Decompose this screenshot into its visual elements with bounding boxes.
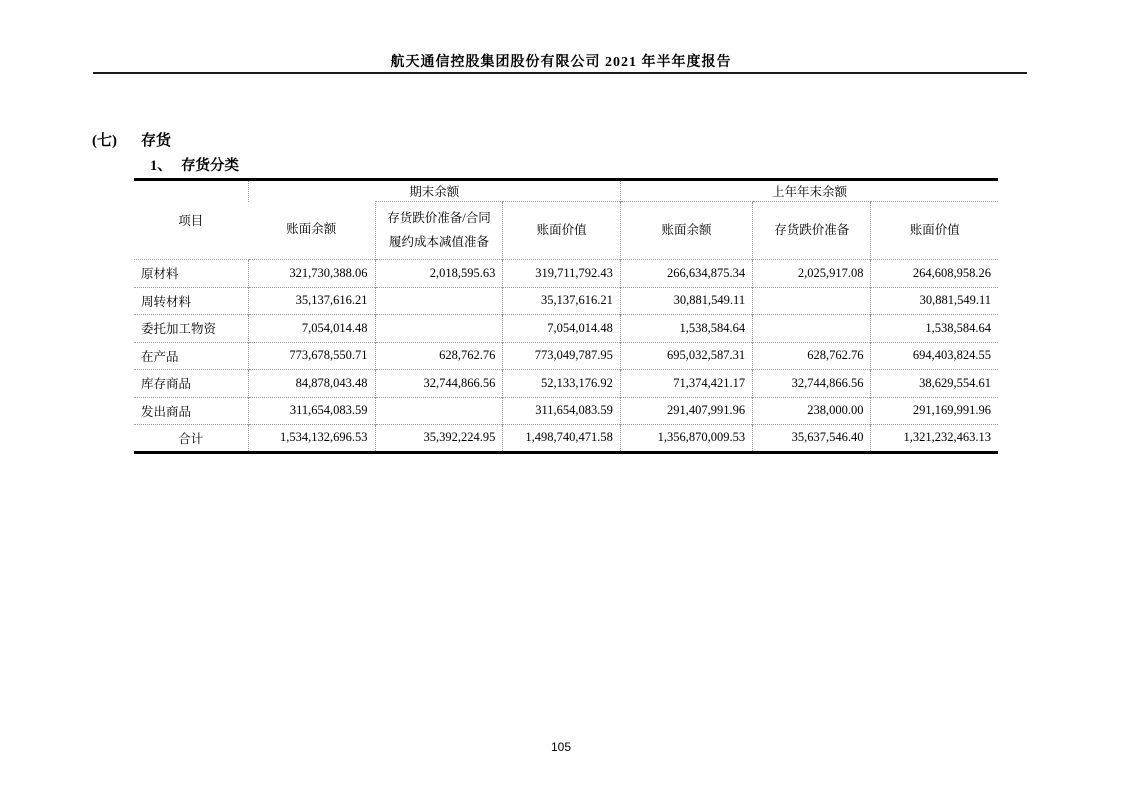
cell-value: 628,762.76 — [753, 342, 871, 370]
cell-value: 266,634,875.34 — [620, 260, 752, 288]
col-header-prior-book-value: 账面价值 — [871, 202, 998, 260]
row-item-label: 合计 — [134, 425, 248, 453]
cell-value — [753, 287, 871, 315]
cell-value: 52,133,176.92 — [503, 370, 621, 398]
inventory-classification-table — [134, 178, 998, 454]
cell-value — [753, 315, 871, 343]
table-header-sub-row — [134, 202, 998, 260]
section-number: (七) — [92, 133, 117, 149]
cell-value: 628,762.76 — [375, 342, 503, 370]
subsection-number: 1、 — [150, 158, 172, 174]
col-header-ending-book-balance: 账面余额 — [286, 222, 337, 237]
row-item-label: 原材料 — [134, 260, 248, 288]
cell-value: 1,321,232,463.13 — [871, 425, 998, 453]
table-header-group-row — [134, 180, 998, 202]
table-row-consigned-processing-materials — [134, 315, 998, 343]
cell-value: 71,374,421.17 — [620, 370, 752, 398]
cell-value: 35,137,616.21 — [248, 287, 375, 315]
table-row-total — [134, 425, 998, 453]
row-item-label: 发出商品 — [134, 397, 248, 425]
cell-value: 264,608,958.26 — [871, 260, 998, 288]
cell-value: 35,137,616.21 — [503, 287, 621, 315]
cell-value — [375, 315, 503, 343]
cell-value: 773,049,787.95 — [503, 342, 621, 370]
cell-value — [375, 287, 503, 315]
cell-value: 30,881,549.11 — [871, 287, 998, 315]
cell-value: 238,000.00 — [753, 397, 871, 425]
cell-value: 35,637,546.40 — [753, 425, 871, 453]
row-item-label: 在产品 — [134, 342, 248, 370]
cell-value: 84,878,043.48 — [248, 370, 375, 398]
col-group-prior-year-balance: 上年年末余额 — [620, 180, 998, 202]
cell-value: 1,356,870,009.53 — [620, 425, 752, 453]
cell-value: 695,032,587.31 — [620, 342, 752, 370]
cell-value: 2,025,917.08 — [753, 260, 871, 288]
cell-value: 1,498,740,471.58 — [503, 425, 621, 453]
cell-value: 7,054,014.48 — [248, 315, 375, 343]
cell-value: 291,169,991.96 — [871, 397, 998, 425]
col-header-ending-book-value: 账面价值 — [503, 202, 621, 260]
cell-value: 311,654,083.59 — [248, 397, 375, 425]
cell-value: 1,534,132,696.53 — [248, 425, 375, 453]
cell-value: 35,392,224.95 — [375, 425, 503, 453]
row-item-label: 库存商品 — [134, 370, 248, 398]
cell-value: 1,538,584.64 — [620, 315, 752, 343]
table-row-revolving-materials — [134, 287, 998, 315]
table-row-work-in-progress — [134, 342, 998, 370]
cell-value: 30,881,549.11 — [620, 287, 752, 315]
cell-value — [375, 397, 503, 425]
header-rule — [93, 72, 1027, 74]
col-header-ending-provision: 存货跌价准备/合同履约成本减值准备 — [375, 202, 503, 260]
cell-value: 773,678,550.71 — [248, 342, 375, 370]
table-row-goods-shipped — [134, 397, 998, 425]
cell-value: 291,407,991.96 — [620, 397, 752, 425]
row-item-label: 周转材料 — [134, 287, 248, 315]
table-row-finished-goods — [134, 370, 998, 398]
cell-value: 32,744,866.56 — [375, 370, 503, 398]
cell-value: 32,744,866.56 — [753, 370, 871, 398]
cell-value: 1,538,584.64 — [871, 315, 998, 343]
cell-value: 321,730,388.06 — [248, 260, 375, 288]
subsection-title: 存货分类 — [181, 158, 239, 174]
col-header-prior-book-balance: 账面余额 — [620, 202, 752, 260]
cell-value: 7,054,014.48 — [503, 315, 621, 343]
cell-value: 38,629,554.61 — [871, 370, 998, 398]
col-group-ending-balance: 期末余额 — [248, 180, 620, 202]
section-title: 存货 — [141, 133, 172, 149]
table-row-raw-materials — [134, 260, 998, 288]
cell-value: 694,403,824.55 — [871, 342, 998, 370]
col-header-prior-provision: 存货跌价准备 — [753, 202, 871, 260]
cell-value: 319,711,792.43 — [503, 260, 621, 288]
cell-value: 2,018,595.63 — [375, 260, 503, 288]
row-item-label: 委托加工物资 — [134, 315, 248, 343]
cell-value: 311,654,083.59 — [503, 397, 621, 425]
report-header-title: 航天通信控股集团股份有限公司 2021 年半年度报告 — [390, 55, 732, 70]
col-header-item: 项目 — [178, 214, 204, 228]
page-number: 105 — [550, 740, 572, 754]
